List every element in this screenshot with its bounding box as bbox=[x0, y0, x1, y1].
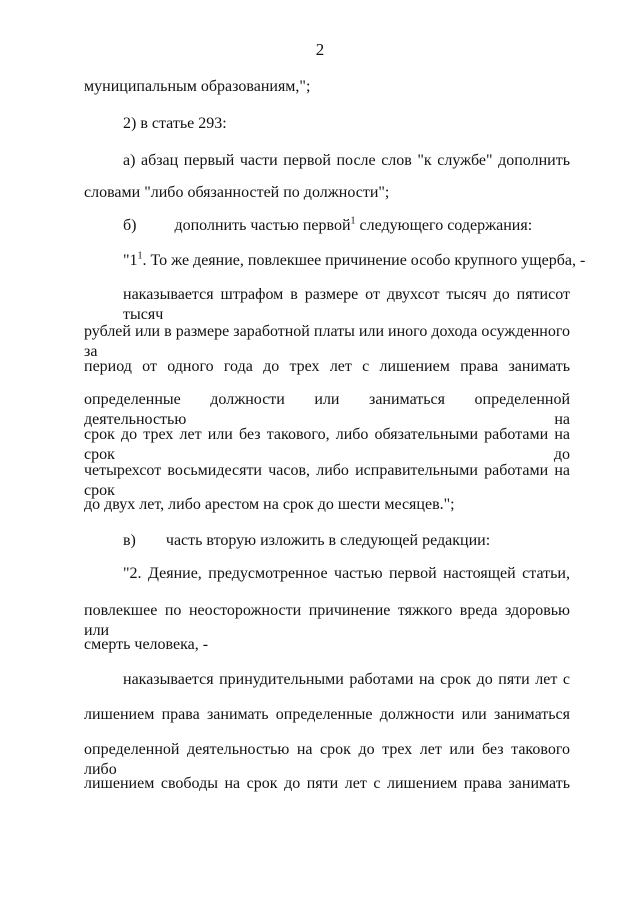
text-line: повлекшее по неосторожности причинение тяжкого вреда здоровью или bbox=[84, 602, 570, 639]
text-line: смерть человека, - bbox=[84, 636, 209, 653]
text-line: наказывается штрафом в размере от двухсот тысяч до пятисот тысяч bbox=[123, 286, 570, 323]
list-marker: в) bbox=[123, 532, 136, 549]
text-line: муниципальным образованиям,"; bbox=[84, 78, 311, 95]
text-fragment: . То же деяние, повлекшее причинение особо крупного ущерба, - bbox=[142, 252, 586, 269]
text-line: лишением права занимать определенные должности или заниматься bbox=[84, 706, 570, 723]
text-line: срок до трех лет или без такового, либо обязательными работами на срок до bbox=[84, 426, 570, 463]
list-marker: б) bbox=[123, 217, 137, 234]
text-line: 2) в статье 293: bbox=[123, 115, 227, 132]
text-line bbox=[123, 216, 570, 236]
text-line: рублей или в размере заработной платы или иного дохода осужденного за bbox=[84, 323, 570, 360]
text-line: наказывается принудительными работами на срок до пяти лет с bbox=[123, 671, 570, 688]
superscript: 1 bbox=[137, 250, 143, 262]
text-line: определенные должности или заниматься определенной деятельностью на bbox=[84, 391, 570, 428]
text-line: "2. Деяние, предусмотренное частью первой настоящей статьи, bbox=[123, 565, 570, 582]
superscript: 1 bbox=[350, 215, 356, 227]
text-line: лишением свободы на срок до пяти лет с лишением права занимать bbox=[84, 775, 570, 792]
page-number: 2 bbox=[315, 40, 325, 59]
text-fragment: дополнить частью первой bbox=[174, 217, 351, 234]
text-line: словами "либо обязанностей по должности"; bbox=[84, 184, 390, 201]
text-line: а) абзац первый части первой после слов "к службе" дополнить bbox=[123, 152, 570, 169]
text-fragment: часть вторую изложить в следующей редакции: bbox=[165, 532, 491, 549]
text-line: период от одного года до трех лет с лишением права занимать bbox=[84, 358, 570, 375]
text-line bbox=[123, 531, 570, 551]
text-fragment: следующего содержания: bbox=[355, 217, 533, 234]
text-line: до двух лет, либо арестом на срок до шести месяцев."; bbox=[84, 496, 455, 513]
text-line: определенной деятельностью на срок до трех лет или без такового либо bbox=[84, 741, 570, 778]
text-line bbox=[123, 250, 586, 271]
text-line: четырехсот восьмидесяти часов, либо исправительными работами на срок bbox=[84, 462, 570, 499]
text-fragment: "1 bbox=[123, 252, 138, 269]
